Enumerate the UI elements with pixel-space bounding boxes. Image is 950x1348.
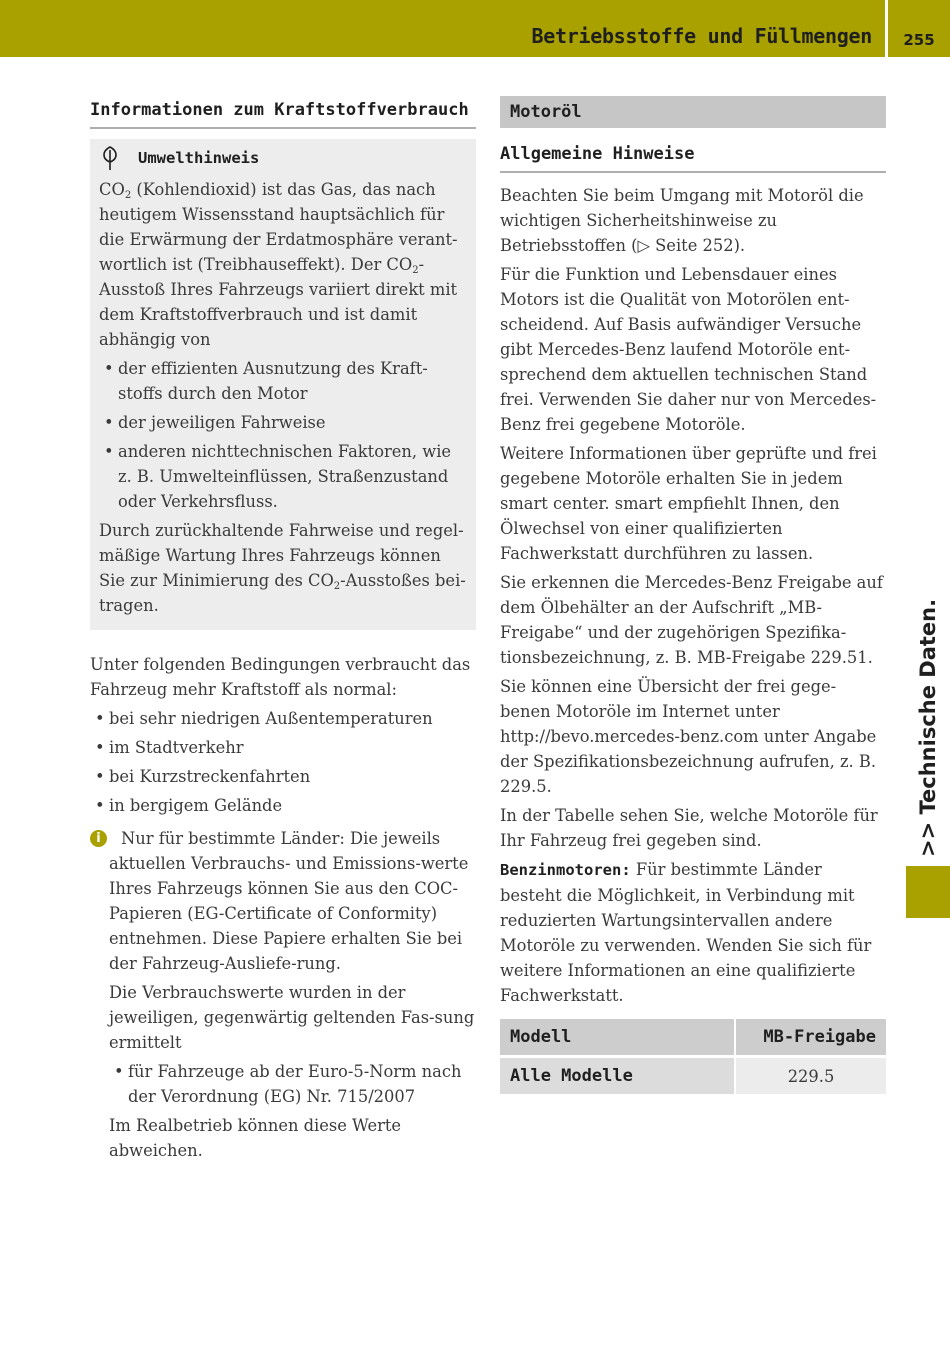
info-paragraph-3: Im Realbetrieb können diese Werte abweichen. (109, 1116, 402, 1160)
paragraph: Für die Funktion und Lebensdauer eines Motors ist die Qualität von Motorölen ent-scheidend. Auf Basis aufwändiger Versuche gibt Mercedes-Benz laufend Motoröle ent-sprechend dem aktuellen technischen Stand frei. Verwenden Sie daher nur von Mercedes-Benz frei gegebene Motoröle. (500, 265, 877, 434)
leaf-icon (99, 145, 121, 171)
side-tab-marker (906, 866, 950, 918)
env-text: Durch zurückhaltende Fahrweise und regel-mäßige Wartung Ihres Fahrzeugs können Sie zur Minimierung des CO (99, 521, 464, 590)
info-icon: i (90, 830, 107, 847)
env-text: -Ausstoß Ihres Fahrzeugs variiert direkt mit dem Kraftstoffverbrauch und ist damit abhängig von (99, 255, 458, 349)
environment-note-title: Umwelthinweis (138, 148, 260, 167)
subscript: 2 (124, 190, 132, 201)
info-note (90, 826, 476, 1163)
chapter-title: Betriebsstoffe und Füllmengen (531, 24, 872, 48)
left-column (90, 98, 476, 1167)
paragraph: Sie erkennen die Mercedes-Benz Freigabe auf dem Ölbehälter an der Aufschrift „MB-Freigabe“ und der zugehörigen Spezifika-tionsbezeichnung, z. B. MB-Freigabe 229.51. (500, 573, 883, 667)
table-cell: Alle Modelle (500, 1058, 734, 1094)
subscript: 2 (333, 581, 341, 592)
page-number: 255 (903, 31, 935, 49)
list-item: • der jeweiligen Fahrweise (99, 410, 467, 435)
conditions-list (90, 706, 476, 818)
subscript: 2 (412, 265, 419, 276)
conditions-intro: Unter folgenden Bedingungen verbraucht das Fahrzeug mehr Kraftstoff als normal: (90, 655, 471, 699)
list-item: • in bergigem Gelände (90, 793, 476, 818)
list-item: • bei sehr niedrigen Außentemperaturen (90, 706, 476, 731)
environment-factor-list (99, 356, 467, 514)
list-item: • im Stadtverkehr (90, 735, 476, 760)
paragraph (500, 857, 886, 1008)
env-text: -Ausstoßes bei-tragen. (99, 571, 466, 615)
co2-text: CO (99, 180, 125, 199)
petrol-engines-text: Für bestimmte Länder besteht die Möglichkeit, in Verbindung mit reduzierten Wartungsintervallen andere Motoröle zu verwenden. Wenden Sie sich für weitere Informationen an eine qualifizierte Fachwerkstatt. (500, 860, 872, 1005)
petrol-engines-label: Benzinmotoren: (500, 861, 631, 879)
paragraph: Beachten Sie beim Umgang mit Motoröl die wichtigen Sicherheitshinweise zu Betriebsstoffen (▷ Seite 252). (500, 186, 864, 255)
right-column (500, 96, 886, 1097)
list-item: • bei Kurzstreckenfahrten (90, 764, 476, 789)
info-paragraph-1: Nur für bestimmte Länder: Die jeweils aktuellen Verbrauchs- und Emissions-werte Ihres Fahrzeugs können Sie aus den COC-Papieren (EG-Certificate of Conformity) entnehmen. Diese Papiere erhalten Sie bei der Fahrzeug-Ausliefe-rung. (109, 829, 469, 973)
page-header (0, 0, 950, 57)
paragraph: Sie können eine Übersicht der frei gege-benen Motoröle im Internet unter http://bevo.mercedes-benz.com unter Angabe der Spezifikationsbezeichnung aufrufen, z. B. 229.5. (500, 677, 877, 796)
table-header-cell: Modell (500, 1019, 734, 1055)
general-notes-heading: Allgemeine Hinweise (500, 142, 886, 173)
info-list (109, 1059, 476, 1109)
engine-oil-bar: Motoröl (500, 96, 886, 128)
table-header-row (500, 1019, 886, 1055)
paragraph: In der Tabelle sehen Sie, welche Motoröle für Ihr Fahrzeug frei gegeben sind. (500, 806, 878, 850)
fuel-consumption-heading: Informationen zum Kraftstoffverbrauch (90, 98, 476, 129)
oil-approval-table (500, 1016, 886, 1097)
list-item: • für Fahrzeuge ab der Euro-5-Norm nach der Verordnung (EG) Nr. 715/2007 (109, 1059, 476, 1109)
side-tab-label[interactable]: >> Technische Daten. (916, 598, 940, 857)
table-row (500, 1058, 886, 1094)
environment-note-header (99, 145, 467, 171)
list-item: • der effizienten Ausnutzung des Kraft-stoffs durch den Motor (99, 356, 467, 406)
list-item: • anderen nichttechnischen Faktoren, wie z. B. Umwelteinflüssen, Straßenzustand oder Verkehrsfluss. (99, 439, 467, 514)
environment-paragraph-1 (99, 177, 467, 352)
table-cell: 229.5 (734, 1058, 886, 1094)
engine-oil-body (500, 183, 886, 1008)
table-header-cell: MB-Freigabe (734, 1019, 886, 1055)
env-text: (Kohlendioxid) ist das Gas, das nach heutigem Wissensstand hauptsächlich für die Erwärmung der Erdatmosphäre verant-wortlich ist (Treibhauseffekt). Der CO (99, 180, 458, 274)
environment-paragraph-2 (99, 518, 467, 618)
info-paragraph-2: Die Verbrauchswerte wurden in der jeweiligen, gegenwärtig geltenden Fas-sung ermittelt (109, 983, 475, 1052)
environment-note-box (90, 139, 476, 630)
paragraph: Weitere Informationen über geprüfte und frei gegebene Motoröle erhalten Sie in jedem smart center. smart empfiehlt Ihnen, den Ölwechsel von einer qualifizierten Fachwerkstatt durchführen zu lassen. (500, 444, 877, 563)
